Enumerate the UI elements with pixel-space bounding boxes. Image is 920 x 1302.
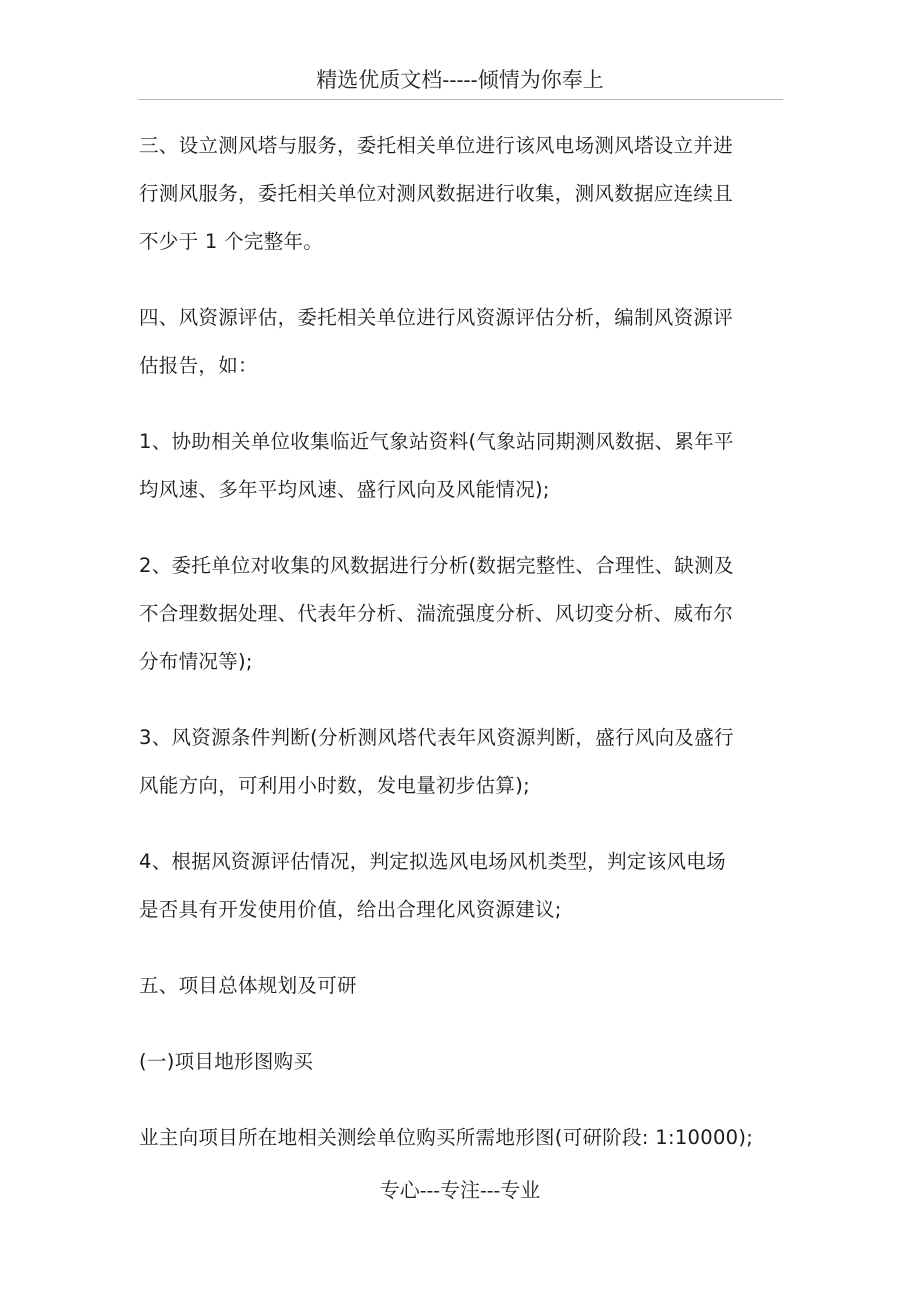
text-line: 是否具有开发使用价值，给出合理化风资源建议; — [139, 898, 562, 921]
page-footer: 专心---专注---专业 — [379, 1178, 541, 1202]
document-body — [139, 122, 789, 1190]
text-line: 2、委托单位对收集的风数据进行分析(数据完整性、合理性、缺测及 — [139, 554, 734, 577]
text-line: 均风速、多年平均风速、盛行风向及风能情况); — [139, 478, 550, 501]
text-line: 五、项目总体规划及可研 — [139, 974, 357, 997]
text-line: 不合理数据处理、代表年分析、湍流强度分析、风切变分析、威布尔 — [139, 602, 734, 625]
section-heading-5 — [139, 962, 789, 1010]
text-line: 1、协助相关单位收集临近气象站资料(气象站同期测风数据、累年平 — [139, 430, 734, 453]
paragraph-item-3 — [139, 714, 789, 810]
text-line: 3、风资源条件判断(分析测风塔代表年风资源判断，盛行风向及盛行 — [139, 726, 734, 749]
text-line: 估报告，如： — [139, 354, 258, 377]
text-line: 风能方向，可利用小时数，发电量初步估算); — [139, 774, 530, 797]
paragraph-topographic-map — [139, 1114, 789, 1162]
paragraph-item-1 — [139, 418, 789, 514]
text-line: 三、设立测风塔与服务，委托相关单位进行该风电场测风塔设立并进 — [139, 134, 734, 157]
header-divider — [138, 99, 783, 100]
paragraph-section-4 — [139, 294, 789, 390]
text-line: 业主向项目所在地相关测绘单位购买所需地形图(可研阶段: 1:10000); — [139, 1126, 754, 1149]
text-line: 4、根据风资源评估情况，判定拟选风电场风机类型，判定该风电场 — [139, 850, 726, 873]
subsection-heading-1 — [139, 1038, 789, 1086]
paragraph-section-3 — [139, 122, 789, 266]
paragraph-item-2 — [139, 542, 789, 686]
text-line: (一)项目地形图购买 — [139, 1050, 314, 1073]
paragraph-item-4 — [139, 838, 789, 934]
text-line: 行测风服务，委托相关单位对测风数据进行收集，测风数据应连续且 — [139, 182, 734, 205]
text-line: 分布情况等); — [139, 650, 253, 673]
page-header: 精选优质文档-----倾情为你奉上 — [316, 68, 604, 92]
text-line: 不少于 1 个完整年。 — [139, 230, 324, 253]
text-line: 四、风资源评估，委托相关单位进行风资源评估分析，编制风资源评 — [139, 306, 734, 329]
